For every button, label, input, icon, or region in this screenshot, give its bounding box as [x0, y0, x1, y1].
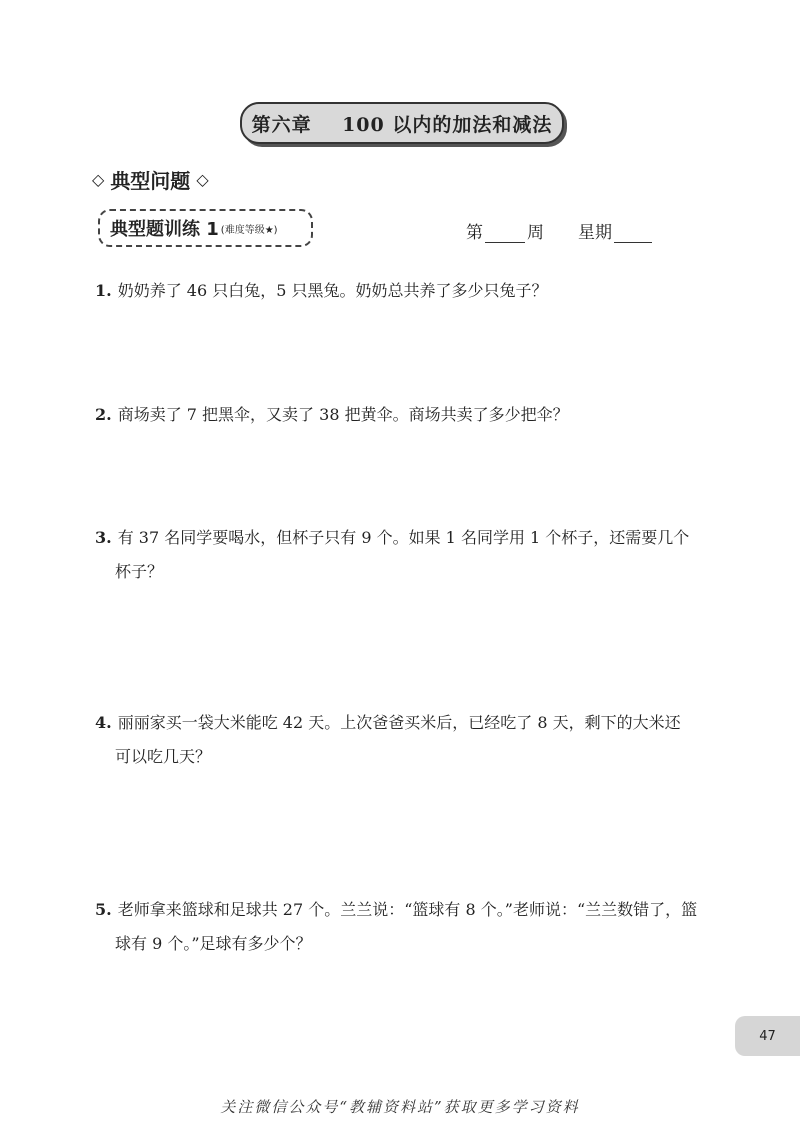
question-1 [95, 274, 715, 308]
week-prefix: 第 [466, 223, 483, 243]
page-number: 47 [759, 1028, 776, 1044]
week-suffix: 周 [527, 223, 544, 243]
question-text-continued: 可以吃几天？ [115, 747, 212, 766]
question-5 [95, 893, 715, 961]
weekday-field [578, 218, 654, 243]
question-text-continued: 杯子？ [115, 562, 164, 581]
difficulty-level: (难度等级★) [220, 224, 278, 236]
question-number: 1. [95, 281, 112, 300]
weekday-label: 星期 [578, 223, 612, 243]
chapter-title-banner [240, 102, 564, 144]
week-field [466, 218, 544, 243]
chapter-title: 第六章 100 以内的加法和减法 [251, 113, 553, 136]
question-2 [95, 398, 715, 432]
question-text: 奶奶养了 46 只白兔，5 只黑兔。奶奶总共养了多少只兔子？ [117, 281, 548, 300]
question-number: 3. [95, 528, 112, 547]
question-4 [95, 706, 715, 774]
question-number: 4. [95, 713, 112, 732]
question-text-continued: 球有 9 个。”足球有多少个？ [115, 934, 312, 953]
training-label-box [98, 209, 313, 247]
week-blank[interactable] [485, 224, 525, 243]
question-3 [95, 521, 715, 589]
training-title: 典型题训练 1 [110, 219, 219, 240]
question-text: 丽丽家买一袋大米能吃 42 天。上次爸爸买米后，已经吃了 8 天，剩下的大米还 [117, 713, 681, 732]
question-text: 商场卖了 7 把黑伞，又卖了 38 把黄伞。商场共卖了多少把伞？ [117, 405, 569, 424]
weekday-blank[interactable] [614, 224, 652, 243]
diamond-left-icon: ◇ [92, 170, 105, 189]
question-text: 有 37 名同学要喝水，但杯子只有 9 个。如果 1 名同学用 1 个杯子，还需要几个 [117, 528, 690, 547]
diamond-right-icon: ◇ [196, 170, 209, 189]
footer-note: 关注微信公众号“教辅资料站”获取更多学习资料 [220, 1098, 580, 1116]
section-title: 典型问题 [110, 169, 191, 193]
question-number: 2. [95, 405, 112, 424]
page-number-tab [735, 1016, 800, 1056]
question-number: 5. [95, 900, 112, 919]
section-heading [92, 165, 209, 194]
question-text: 老师拿来篮球和足球共 27 个。兰兰说：“篮球有 8 个。”老师说：“兰兰数错了，篮 [117, 900, 698, 919]
